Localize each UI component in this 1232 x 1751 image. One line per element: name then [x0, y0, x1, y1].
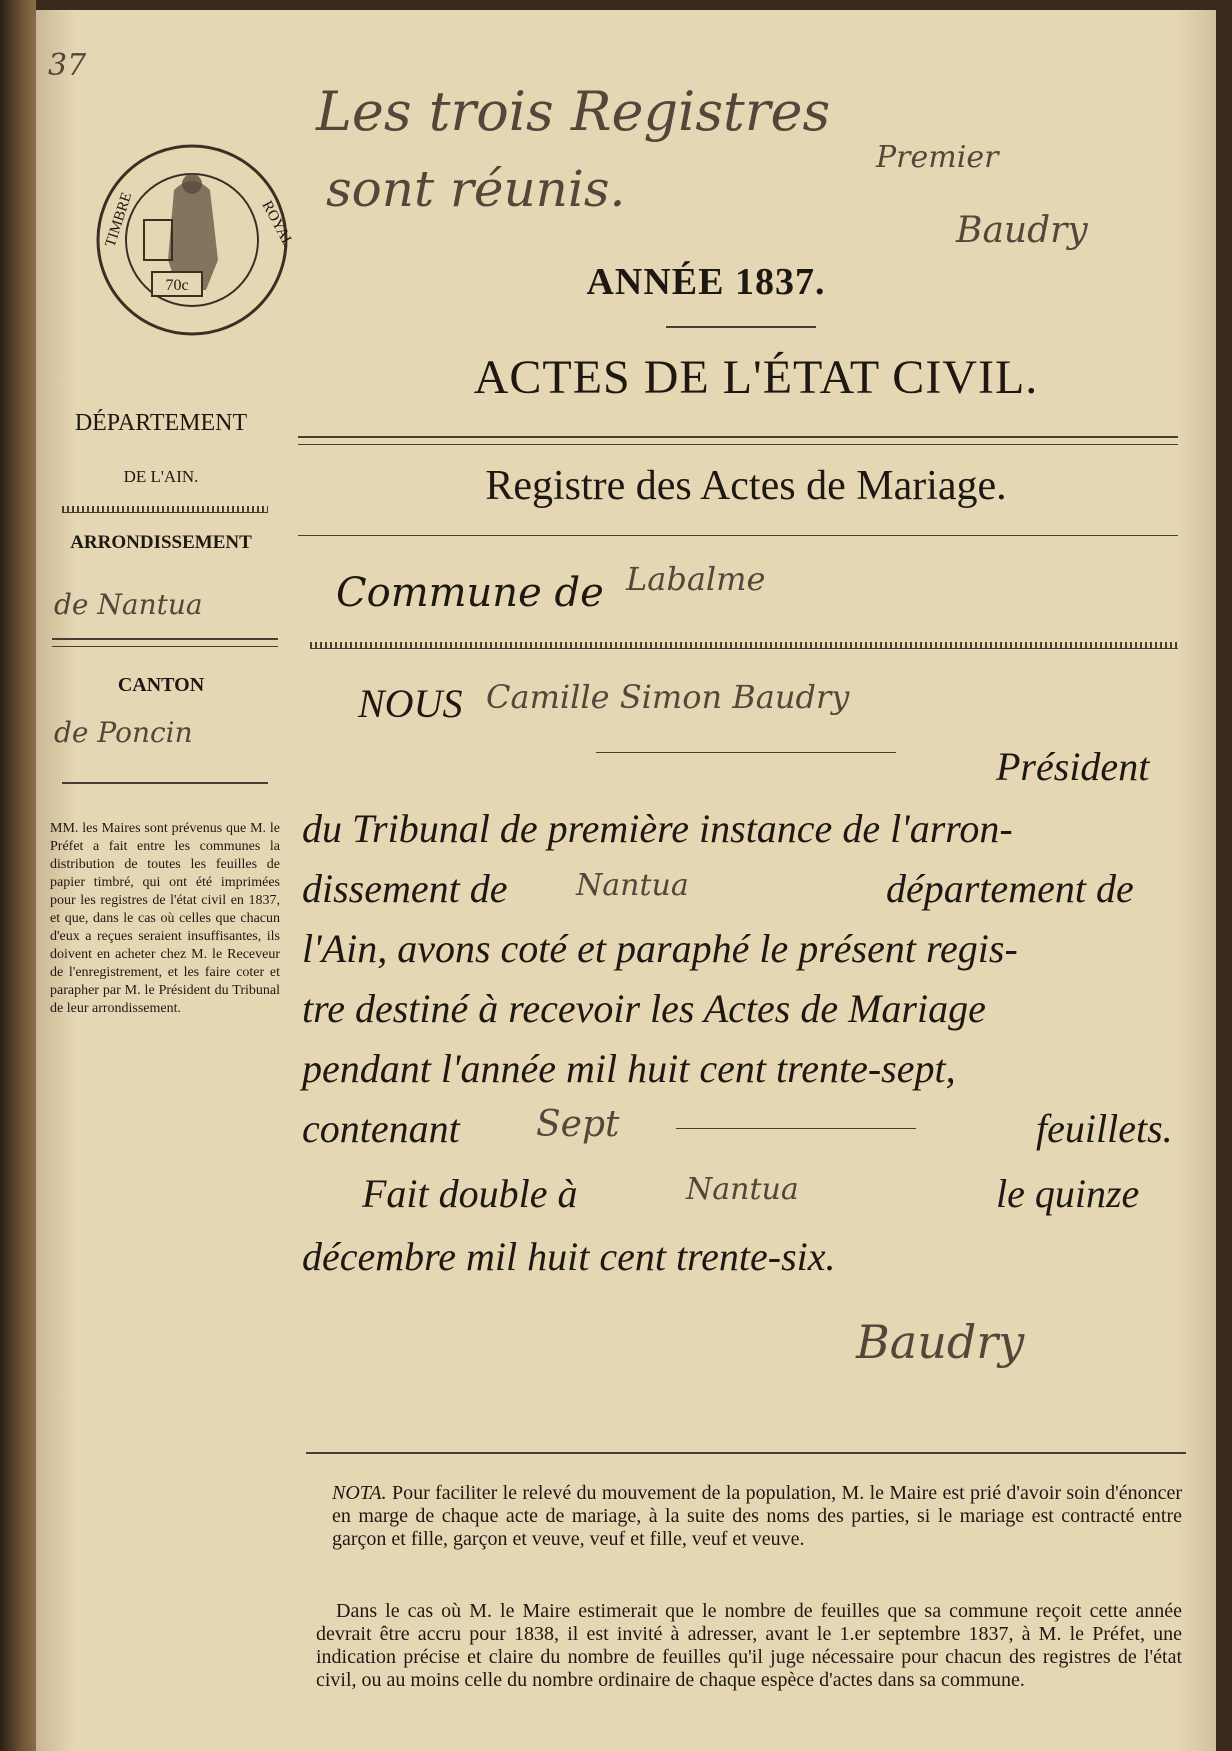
president-word: Président — [996, 744, 1150, 789]
body-line-2b: département de — [886, 866, 1134, 911]
title-rule-1 — [298, 436, 1178, 438]
nota-paragraph-1 — [332, 1482, 1182, 1551]
canton-label: CANTON — [117, 674, 205, 696]
body-line-7a: Fait double à — [362, 1171, 578, 1216]
nota-rule — [306, 1452, 1186, 1454]
arrondissement-value: de Nantua — [54, 588, 203, 621]
body-line-6b: feuillets. — [1036, 1106, 1173, 1151]
commune-wavy-rule — [310, 642, 1178, 649]
annotation-line-1: Les trois Registres — [316, 80, 831, 143]
name-underline — [596, 752, 896, 753]
body-line-8: décembre mil huit cent trente-six. — [302, 1234, 836, 1279]
annotation-signature: Baudry — [956, 210, 1088, 251]
departement-value: DE L'AIN. — [123, 467, 199, 486]
nous-label: NOUS — [358, 681, 463, 726]
canton-rule — [62, 782, 268, 784]
departement-wavy-rule — [62, 506, 268, 513]
place-handwritten: Nantua — [686, 1172, 799, 1207]
sheet-count-handwritten: Sept — [536, 1104, 620, 1145]
commune-label: Commune de — [336, 570, 604, 616]
book-binding — [0, 0, 36, 1751]
body-line-4: tre destiné à recevoir les Actes de Mariage — [302, 986, 986, 1031]
page-number: 37 — [48, 48, 87, 83]
arrondissement-handwritten: Nantua — [576, 868, 689, 903]
sidebar-notice: MM. les Maires sont prévenus que M. le Préfet a fait entre les communes la distribution de toutes les feuilles de papier timbré, qui ont été imprimées pour les registres de l'état civil en 1837, et que, dans le cas où celles que chacun d'eux a reçues seraient insuffisantes, ils doivent en acheter chez M. le Receveur de l'enregistrement, et les faire coter et parapher par M. le Président du Tribunal de leur arrondissement. — [50, 821, 280, 1016]
title-rule-2 — [298, 444, 1178, 445]
body-line-6a: contenant — [302, 1106, 460, 1151]
arrondissement-label: ARRONDISSEMENT — [70, 532, 252, 553]
arrondissement-rule-2 — [52, 646, 278, 647]
nota-paragraph-2: Dans le cas où M. le Maire estimerait que le nombre de feuilles que sa commune reçoit cette année devrait être accru pour 1838, il est invité à adresser, avant le 1.er septembre 1837, à M. le Préfet, une indication précise et claire du nombre de feuilles qu'il juge nécessaire pour chacun des registres de l'état civil, ou au moins celle du nombre ordinaire de chaque espèce d'actes dans sa commune. — [316, 1600, 1182, 1691]
page-title: ACTES DE L'ÉTAT CIVIL. — [473, 351, 1039, 404]
president-name: Camille Simon Baudry — [486, 678, 850, 716]
stamp-value: 70c — [165, 277, 189, 294]
commune-value: Labalme — [626, 560, 766, 598]
ornament-divider — [666, 326, 816, 328]
register-rule — [298, 535, 1178, 536]
body-line-1: du Tribunal de première instance de l'arron- — [302, 806, 1013, 851]
year-heading: ANNÉE 1837. — [586, 261, 826, 303]
body-line-7b: le quinze — [996, 1171, 1140, 1216]
nota-label: NOTA. — [332, 1482, 387, 1504]
signature: Baudry — [856, 1315, 1025, 1369]
canton-value: de Poncin — [54, 716, 193, 749]
departement-label: DÉPARTEMENT — [74, 410, 248, 436]
nota-text-1: Pour faciliter le relevé du mouvement de la population, M. le Maire est prié d'avoir soin d'énoncer en marge de chaque acte de mariage, à la suite des noms des parties, si le mariage est contracté entre garçon et fille, garçon et veuve, veuf et fille, veuf et veuve. — [332, 1482, 1183, 1550]
stamp-label-left: TIMBRE — [102, 190, 136, 250]
body-line-5: pendant l'année mil huit cent trente-sept, — [302, 1046, 956, 1091]
stamp-label-right: ROYAL — [258, 198, 297, 251]
arrondissement-rule-1 — [52, 638, 278, 640]
sheet-count-dash — [676, 1128, 916, 1129]
annotation-line-2: sont réunis. — [326, 160, 626, 218]
annotation-right-note: Premier — [876, 140, 999, 175]
register-title: Registre des Actes de Mariage. — [485, 463, 1007, 509]
royal-stamp-seal — [92, 140, 297, 340]
body-line-2a: dissement de — [302, 866, 508, 911]
register-page — [36, 10, 1216, 1751]
body-line-3: l'Ain, avons coté et paraphé le présent regis- — [302, 926, 1018, 971]
